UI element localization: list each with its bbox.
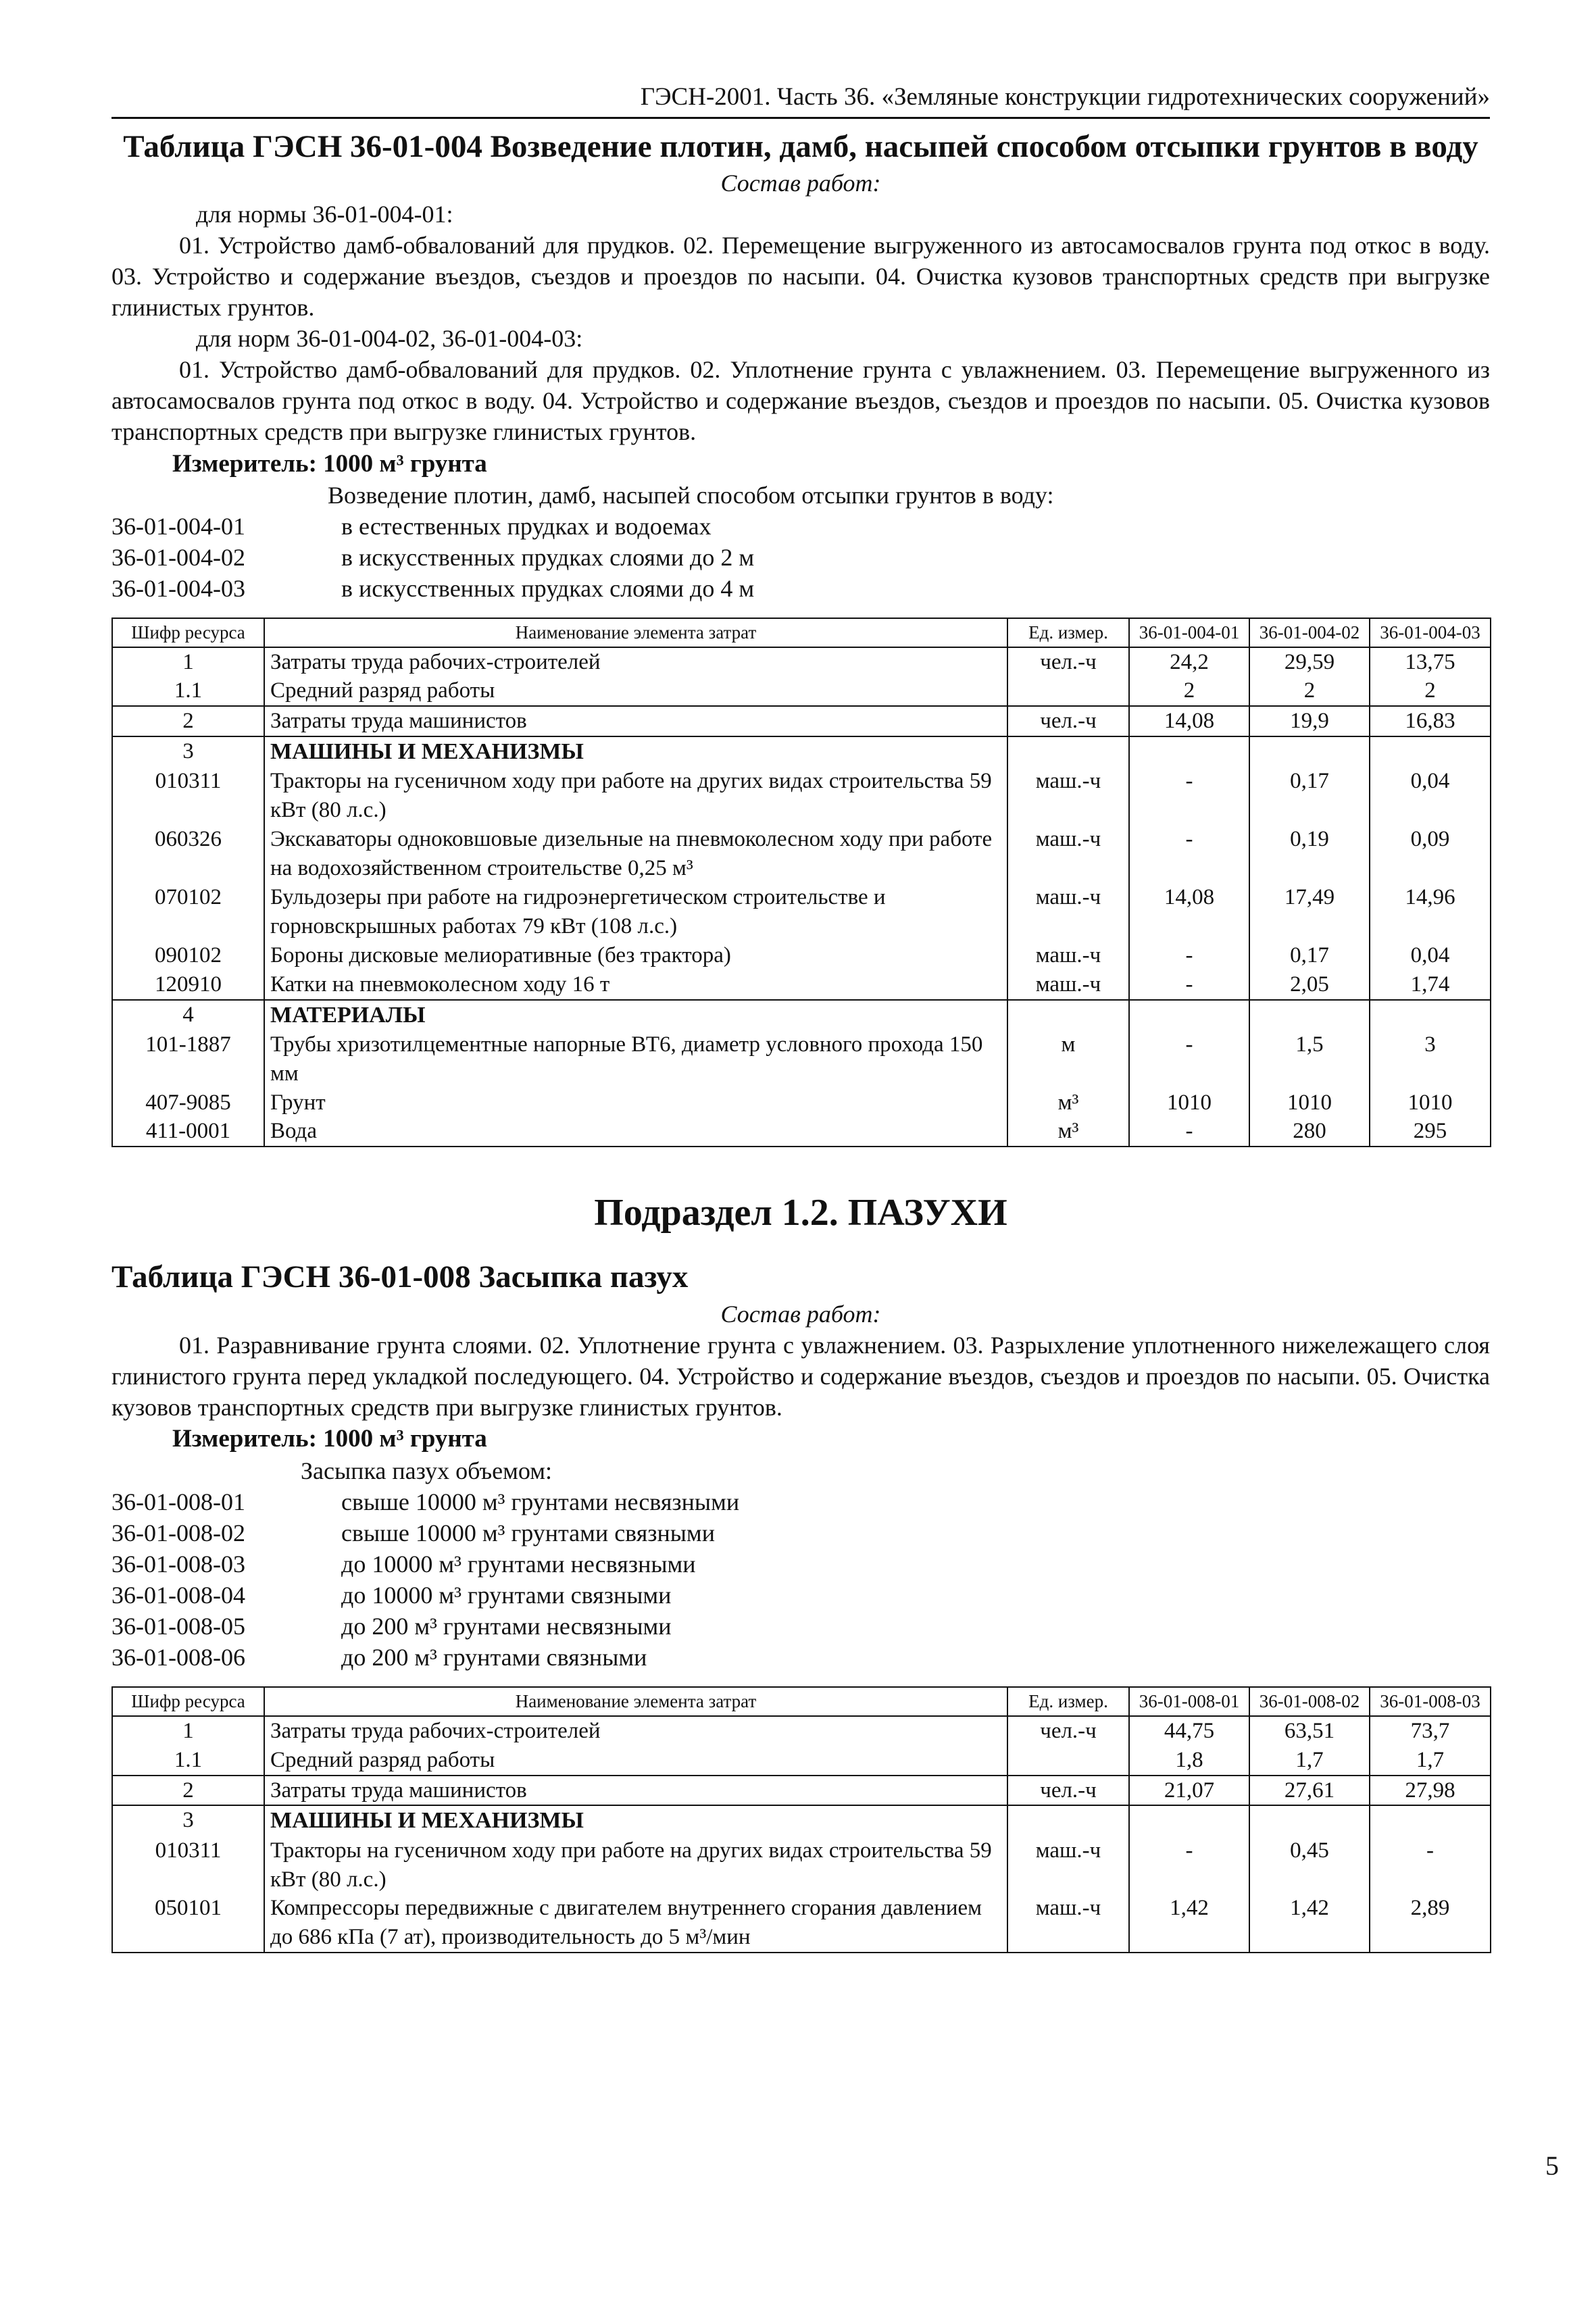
cell-v2: 2,05 [1249, 970, 1370, 1000]
cell-v2: 1,5 [1249, 1030, 1370, 1088]
cell-code: 120910 [112, 970, 264, 1000]
cell-v2: 19,9 [1249, 706, 1370, 736]
cell-v3: 16,83 [1370, 706, 1491, 736]
table1-col-unit: Ед. измер. [1007, 618, 1129, 647]
cell-code: 407-9085 [112, 1088, 264, 1117]
table2-variant-row [111, 1580, 1490, 1611]
table-row [112, 1746, 1491, 1776]
table2-variant-row [111, 1486, 1490, 1517]
cell-v1: - [1129, 1117, 1249, 1147]
cell-code: 2 [112, 1776, 264, 1806]
table2-work: 01. Разравнивание грунта слоями. 02. Уплотнение грунта с увлажнением. 03. Разрыхление уплотненного нижележащего слоя глинистого грунта перед укладкой последующего. 04. Устройство и содержание въездов, съездов и проездов по насыпи. 05. Очистка кузовов транспортных средств при выгрузке глинистых грунтов. [111, 1332, 1490, 1422]
table1-col-v1: 36-01-004-01 [1129, 618, 1249, 647]
table1-header-row [112, 618, 1491, 647]
table-row [112, 1805, 1491, 1836]
cell-name: Вода [264, 1117, 1007, 1147]
table1-resources [111, 618, 1491, 1147]
table-row [112, 676, 1491, 706]
cell-v3: 73,7 [1370, 1716, 1491, 1746]
table-row [112, 1836, 1491, 1894]
cell-v1: 14,08 [1129, 883, 1249, 941]
cell-name: Экскаваторы одноковшовые дизельные на пневмоколесном ходу при работе на водохозяйственном строительстве 0,25 м³ [264, 825, 1007, 883]
cell-v2: 1,42 [1249, 1894, 1370, 1953]
cell-name: МАШИНЫ И МЕХАНИЗМЫ [264, 1805, 1007, 1836]
variant-text: в естественных прудках и водоемах [341, 512, 712, 540]
variant-text: до 200 м³ грунтами связными [341, 1644, 647, 1671]
variant-code: 36-01-008-01 [111, 1488, 245, 1515]
table2-variants-title: Засыпка пазух объемом: [301, 1457, 552, 1484]
table-row [112, 1776, 1491, 1806]
table1-work1: 01. Устройство дамб-обвалований для прудков. 02. Перемещение выгруженного из автосамосвалов грунта под откос в воду. 03. Устройство и содержание въездов, съездов и проездов по насыпи. 04. Очистка кузовов транспортных средств при выгрузке глинистых грунтов. [111, 231, 1490, 322]
variant-code: 36-01-008-04 [111, 1582, 245, 1609]
cell-name: МАТЕРИАЛЫ [264, 1000, 1007, 1030]
table1-variant-row [111, 542, 1490, 573]
cell-v2 [1249, 736, 1370, 767]
cell-name: Затраты труда машинистов [264, 706, 1007, 736]
cell-code: 010311 [112, 767, 264, 825]
cell-name: Затраты труда рабочих-строителей [264, 1716, 1007, 1746]
cell-code: 2 [112, 706, 264, 736]
cell-name: Затраты труда машинистов [264, 1776, 1007, 1806]
cell-v3: 13,75 [1370, 647, 1491, 677]
cell-unit: чел.-ч [1007, 706, 1129, 736]
variant-code: 36-01-008-05 [111, 1613, 245, 1640]
cell-unit: чел.-ч [1007, 647, 1129, 677]
cell-v2 [1249, 1805, 1370, 1836]
table-row [112, 883, 1491, 941]
variant-code: 36-01-004-02 [111, 544, 245, 572]
table-row [112, 1030, 1491, 1088]
table-row [112, 767, 1491, 825]
table2-variant-row [111, 1517, 1490, 1549]
table2-meter: Измеритель: 1000 м³ грунта [172, 1425, 487, 1453]
table1-col-v3: 36-01-004-03 [1370, 618, 1491, 647]
cell-name: Компрессоры передвижные с двигателем внутреннего сгорания давлением до 686 кПа (7 ат), производительность до 5 м³/мин [264, 1894, 1007, 1953]
variant-code: 36-01-008-02 [111, 1519, 245, 1546]
cell-v3 [1370, 736, 1491, 767]
cell-v1: - [1129, 941, 1249, 970]
table1-col-v2: 36-01-004-02 [1249, 618, 1370, 647]
cell-v2: 17,49 [1249, 883, 1370, 941]
cell-unit [1007, 1746, 1129, 1776]
cell-code: 010311 [112, 1836, 264, 1894]
cell-v2: 0,19 [1249, 825, 1370, 883]
cell-code: 3 [112, 736, 264, 767]
cell-v3: 295 [1370, 1117, 1491, 1147]
cell-name: Бороны дисковые мелиоративные (без трактора) [264, 941, 1007, 970]
cell-v3 [1370, 1805, 1491, 1836]
cell-unit: чел.-ч [1007, 1716, 1129, 1746]
variant-text: в искусственных прудках слоями до 2 м [341, 544, 755, 572]
table-row [112, 1716, 1491, 1746]
table2-col-name: Наименование элемента затрат [264, 1687, 1007, 1715]
variant-text: до 10000 м³ грунтами несвязными [341, 1551, 696, 1578]
cell-name: Трубы хризотилцементные напорные ВТ6, диаметр условного прохода 150 мм [264, 1030, 1007, 1088]
cell-unit [1007, 736, 1129, 767]
cell-v3: 27,98 [1370, 1776, 1491, 1806]
cell-code: 060326 [112, 825, 264, 883]
cell-name: Тракторы на гусеничном ходу при работе на других видах строительства 59 кВт (80 л.с.) [264, 767, 1007, 825]
table-row [112, 736, 1491, 767]
cell-v2: 0,17 [1249, 941, 1370, 970]
cell-v2: 0,45 [1249, 1836, 1370, 1894]
cell-v2: 0,17 [1249, 767, 1370, 825]
cell-code: 090102 [112, 941, 264, 970]
table2-col-v2: 36-01-008-02 [1249, 1687, 1370, 1715]
cell-v3: 1,7 [1370, 1746, 1491, 1776]
cell-unit: маш.-ч [1007, 1894, 1129, 1953]
cell-name: Бульдозеры при работе на гидроэнергетическом строительстве и горновскрышных работах 79 кВт (108 л.с.) [264, 883, 1007, 941]
table1-col-code: Шифр ресурса [112, 618, 264, 647]
cell-name: Катки на пневмоколесном ходу 16 т [264, 970, 1007, 1000]
table-row [112, 970, 1491, 1000]
table1-variant-row [111, 511, 1490, 542]
cell-v3: 2,89 [1370, 1894, 1491, 1953]
cell-v1: 2 [1129, 676, 1249, 706]
cell-unit: маш.-ч [1007, 883, 1129, 941]
variant-text: в искусственных прудках слоями до 4 м [341, 575, 755, 603]
table2-variant-row [111, 1642, 1490, 1673]
table1-intro1: для нормы 36-01-004-01: [196, 200, 453, 228]
table1-variants-list [111, 511, 1490, 604]
table1-intro2: для норм 36-01-004-02, 36-01-004-03: [196, 325, 583, 353]
cell-code: 4 [112, 1000, 264, 1030]
variant-text: до 200 м³ грунтами несвязными [341, 1613, 672, 1640]
cell-unit: чел.-ч [1007, 1776, 1129, 1806]
variant-text: свыше 10000 м³ грунтами несвязными [341, 1488, 740, 1515]
cell-v1: - [1129, 825, 1249, 883]
cell-v1: 14,08 [1129, 706, 1249, 736]
table-row [112, 1088, 1491, 1117]
cell-code: 101-1887 [112, 1030, 264, 1088]
table2-col-v1: 36-01-008-01 [1129, 1687, 1249, 1715]
cell-v1 [1129, 736, 1249, 767]
cell-v1: 44,75 [1129, 1716, 1249, 1746]
table-row [112, 1117, 1491, 1147]
table1-meter: Измеритель: 1000 м³ грунта [172, 449, 487, 478]
cell-v3: - [1370, 1836, 1491, 1894]
cell-v1: 1,8 [1129, 1746, 1249, 1776]
cell-name: Средний разряд работы [264, 1746, 1007, 1776]
cell-v3: 0,09 [1370, 825, 1491, 883]
cell-v1 [1129, 1000, 1249, 1030]
cell-name: Тракторы на гусеничном ходу при работе на других видах строительства 59 кВт (80 л.с.) [264, 1836, 1007, 1894]
cell-unit: м³ [1007, 1088, 1129, 1117]
table-row [112, 706, 1491, 736]
table2-variants-list [111, 1486, 1490, 1673]
cell-v1: - [1129, 1030, 1249, 1088]
table2-col-unit: Ед. измер. [1007, 1687, 1129, 1715]
table-row [112, 825, 1491, 883]
table2-resources [111, 1686, 1491, 1953]
cell-v1: - [1129, 970, 1249, 1000]
cell-code: 1 [112, 647, 264, 677]
table1-sostav-label: Состав работ: [720, 169, 881, 197]
cell-v1: 21,07 [1129, 1776, 1249, 1806]
cell-v3: 1010 [1370, 1088, 1491, 1117]
cell-v2: 1010 [1249, 1088, 1370, 1117]
subsection-title: Подраздел 1.2. ПАЗУХИ [594, 1192, 1007, 1234]
cell-v3: 2 [1370, 676, 1491, 706]
table1-variant-row [111, 573, 1490, 604]
variant-text: свыше 10000 м³ грунтами связными [341, 1519, 715, 1546]
cell-v2 [1249, 1000, 1370, 1030]
cell-code: 1.1 [112, 1746, 264, 1776]
cell-unit [1007, 1805, 1129, 1836]
table1-col-name: Наименование элемента затрат [264, 618, 1007, 647]
variant-code: 36-01-008-06 [111, 1644, 245, 1671]
cell-v2: 27,61 [1249, 1776, 1370, 1806]
cell-code: 1 [112, 1716, 264, 1746]
cell-name: Затраты труда рабочих-строителей [264, 647, 1007, 677]
cell-v3: 0,04 [1370, 941, 1491, 970]
cell-v2: 2 [1249, 676, 1370, 706]
page-number: 5 [1545, 2150, 1559, 2181]
variant-text: до 10000 м³ грунтами связными [341, 1582, 672, 1609]
cell-unit: м [1007, 1030, 1129, 1088]
cell-unit [1007, 676, 1129, 706]
cell-code: 411-0001 [112, 1117, 264, 1147]
table-row [112, 647, 1491, 677]
table1-variants-title: Возведение плотин, дамб, насыпей способом отсыпки грунтов в воду: [328, 481, 1054, 509]
cell-v3: 1,74 [1370, 970, 1491, 1000]
cell-code: 050101 [112, 1894, 264, 1953]
cell-name: Грунт [264, 1088, 1007, 1117]
cell-unit: маш.-ч [1007, 1836, 1129, 1894]
variant-code: 36-01-004-03 [111, 575, 245, 603]
cell-unit: маш.-ч [1007, 767, 1129, 825]
cell-v1: - [1129, 1836, 1249, 1894]
cell-v3 [1370, 1000, 1491, 1030]
cell-name: МАШИНЫ И МЕХАНИЗМЫ [264, 736, 1007, 767]
variant-code: 36-01-008-03 [111, 1551, 245, 1578]
cell-v2: 1,7 [1249, 1746, 1370, 1776]
cell-v1: - [1129, 767, 1249, 825]
cell-v2: 63,51 [1249, 1716, 1370, 1746]
cell-unit: маш.-ч [1007, 970, 1129, 1000]
table2-col-code: Шифр ресурса [112, 1687, 264, 1715]
cell-unit: м³ [1007, 1117, 1129, 1147]
cell-code: 1.1 [112, 676, 264, 706]
table1-title: Таблица ГЭСН 36-01-004 Возведение плотин, дамб, насыпей способом отсыпки грунтов в воду [123, 129, 1478, 165]
cell-v3: 0,04 [1370, 767, 1491, 825]
cell-code: 070102 [112, 883, 264, 941]
cell-v3: 3 [1370, 1030, 1491, 1088]
cell-v3: 14,96 [1370, 883, 1491, 941]
variant-code: 36-01-004-01 [111, 512, 245, 540]
table2-header-row [112, 1687, 1491, 1715]
table2-title: Таблица ГЭСН 36-01-008 Засыпка пазух [111, 1259, 689, 1294]
cell-v2: 280 [1249, 1117, 1370, 1147]
table-row [112, 941, 1491, 970]
table-row [112, 1894, 1491, 1953]
cell-v1: 24,2 [1129, 647, 1249, 677]
running-header: ГЭСН-2001. Часть 36. «Земляные конструкции гидротехнических сооружений» [111, 81, 1490, 119]
cell-v1: 1010 [1129, 1088, 1249, 1117]
cell-unit [1007, 1000, 1129, 1030]
table2-variant-row [111, 1549, 1490, 1580]
cell-v1: 1,42 [1129, 1894, 1249, 1953]
cell-code: 3 [112, 1805, 264, 1836]
document-page [111, 81, 1490, 2277]
table2-sostav-label: Состав работ: [720, 1301, 881, 1328]
cell-v2: 29,59 [1249, 647, 1370, 677]
cell-name: Средний разряд работы [264, 676, 1007, 706]
table-row [112, 1000, 1491, 1030]
cell-v1 [1129, 1805, 1249, 1836]
table2-col-v3: 36-01-008-03 [1370, 1687, 1491, 1715]
cell-unit: маш.-ч [1007, 825, 1129, 883]
cell-unit: маш.-ч [1007, 941, 1129, 970]
table2-variant-row [111, 1611, 1490, 1642]
table1-work2: 01. Устройство дамб-обвалований для прудков. 02. Уплотнение грунта с увлажнением. 03. Перемещение выгруженного из автосамосвалов грунта под откос в воду. 04. Устройство и содержание въездов, съездов и проездов по насыпи. 05. Очистка кузовов транспортных средств при выгрузке глинистых грунтов. [111, 356, 1490, 446]
